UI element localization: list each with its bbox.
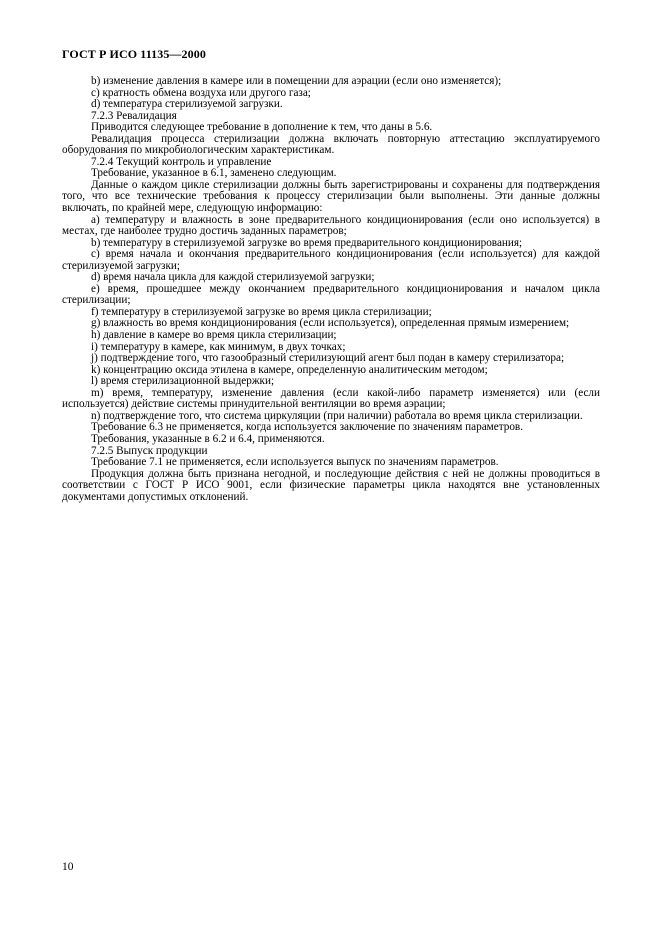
document-header: ГОСТ Р ИСО 11135—2000 (62, 47, 206, 61)
paragraph: Данные о каждом цикле стерилизации должны быть зарегистрированы и сохранены для подтверждения того, что все технические требования к процессу стерилизации были выполнены. Эти данные должны включать, по крайней мере, следующую информацию: (62, 178, 600, 215)
paragraph: Приводится следующее требование в дополнение к тем, что даны в 5.6. (91, 121, 433, 134)
list-item: b) температуру в стерилизуемой загрузке во время предварительного кондиционирования; (91, 236, 523, 249)
list-item: k) концентрацию оксида этилена в камере, определенную аналитическим методом; (91, 363, 488, 376)
section-heading-7-2-5: 7.2.5 Выпуск продукции (91, 444, 208, 457)
list-item: l) время стерилизационной выдержки; (91, 375, 275, 388)
list-item: c) время начала и окончания предварительного кондиционирования (если используется) для каждой стерилизуемой загрузки; (62, 248, 600, 272)
page-number: 10 (62, 861, 74, 873)
list-item: d) время начала цикла для каждой стерилизуемой загрузки; (91, 271, 375, 284)
list-item: m) время, температуру, изменение давления (если какой-либо параметр изменяется) или (если используется) действие системы принудительной вентиляции во время аэрации; (62, 386, 600, 411)
list-item-b-pressure: b) изменение давления в камере или в помещении для аэрации (если оно изменяется); (91, 75, 502, 87)
paragraph: Требование, указанное в 6.1, заменено следующим. (91, 167, 337, 180)
list-item-c-air-exchange: c) кратность обмена воздуха или другого газа; (91, 86, 311, 99)
paragraph: Продукция должна быть признана негодной, и последующие действия с ней не должны проводиться в соответствии с ГОСТ Р ИСО 9001, если физические параметры цикла находятся вне установленных документами допустимых отклонений. (62, 467, 600, 503)
document-body (62, 76, 600, 503)
paragraph: Требование 6.3 не применяется, когда используется заключение по значениям параметров. (91, 421, 524, 434)
paragraph: Ревалидация процесса стерилизации должна включать повторную аттестацию эксплуатируемого оборудования по микробиологическим характеристикам. (62, 132, 600, 157)
list-item: j) подтверждение того, что газообразный стерилизующий агент был подан в камеру стерилизатора; (91, 352, 565, 365)
paragraph: Требования, указанные в 6.2 и 6.4, применяются. (91, 432, 325, 445)
section-heading-7-2-3: 7.2.3 Ревалидация (91, 109, 177, 122)
list-item: g) влажность во время кондиционирования (если используется), определенная прямым измерением; (91, 317, 570, 330)
list-item: a) температуру и влажность в зоне предварительного кондиционирования (если оно используется) в местах, где наиболее трудно достичь заданных параметров; (62, 213, 600, 238)
section-heading-7-2-4: 7.2.4 Текущий контроль и управление (91, 155, 272, 168)
list-item: i) температуру в камере, как минимум, в двух точках; (91, 340, 346, 353)
list-item: f) температуру в стерилизуемой загрузке во время цикла стерилизации; (91, 305, 432, 318)
list-item-d-load-temperature: d) температура стерилизуемой загрузки. (91, 98, 283, 111)
list-item: h) давление в камере во время цикла стерилизации; (91, 329, 337, 342)
paragraph: Требование 7.1 не применяется, если используется выпуск по значениям параметров. (91, 456, 499, 469)
list-item: e) время, прошедшее между окончанием предварительного кондиционирования и началом цикла стерилизации; (62, 282, 600, 307)
list-item: n) подтверждение того, что система циркуляции (при наличии) работала во время цикла стерилизации. (91, 409, 583, 422)
